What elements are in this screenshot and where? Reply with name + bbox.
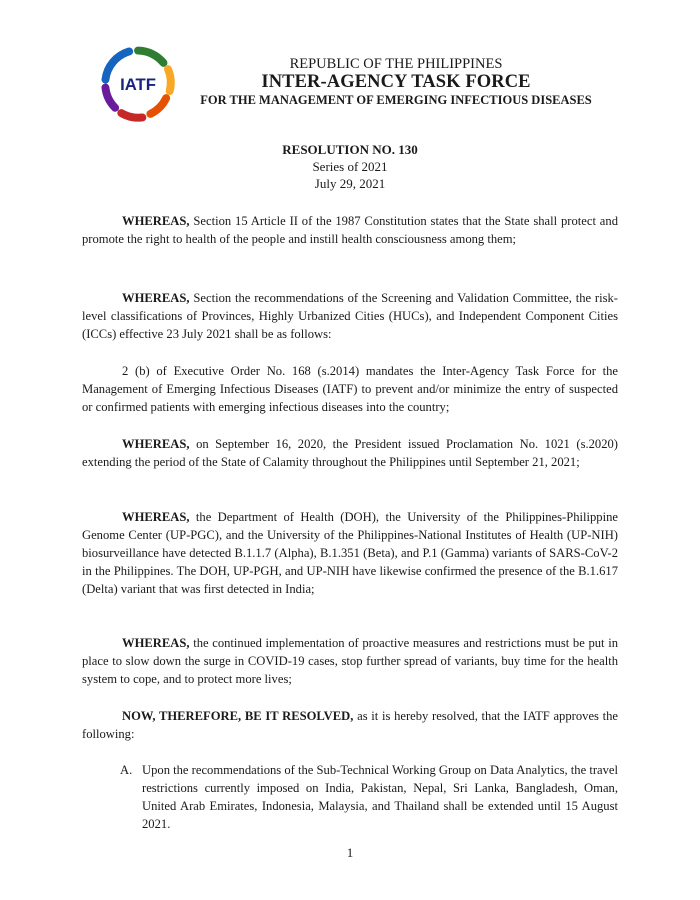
resolution-number: RESOLUTION NO. 130: [282, 142, 418, 157]
paragraph-lead: WHEREAS,: [122, 636, 190, 650]
resolution-date: July 29, 2021: [314, 176, 386, 191]
logo-text: IATF: [120, 75, 156, 95]
paragraph-text: the continued implementation of proactive measures and restrictions must be put in place to slow down the surge in COVID-19 cases, stop further spread of variants, buy time for the health system to cope, and to protect more lives;: [82, 636, 618, 686]
paragraph-text: 2 (b) of Executive Order No. 168 (s.2014) mandates the Inter-Agency Task Force for the Management of Emerging Infectious Diseases (IATF) to prevent and/or minimize the entry of suspected or confirmed patients with emerging infectious diseases into the country;: [82, 364, 618, 414]
list-item-text: Upon the recommendations of the Sub-Technical Working Group on Data Analytics, the travel restrictions currently imposed on India, Pakistan, Nepal, Sri Lanka, Bangladesh, Oman, United Arab Emirates, Indonesia, Malaysia, and Thailand shall be extended until 15 August 2021.: [142, 763, 618, 831]
list-item: [120, 761, 618, 833]
iatf-logo-icon: [94, 40, 182, 128]
paragraph-lead: WHEREAS,: [122, 291, 190, 305]
list-marker: A.: [120, 763, 133, 777]
paragraph: [82, 707, 618, 743]
paragraph: [82, 212, 618, 248]
paragraph-lead: WHEREAS,: [122, 214, 190, 228]
paragraph-text: the Department of Health (DOH), the University of the Philippines-Philippine Genome Center (UP-PGC), and the University of the Philippines-National Institutes of Health (UP-NIH) biosurveillance have detected B.1.1.7 (Alpha), B.1.351 (Beta), and P.1 (Gamma) variants of SARS-CoV-2 in the Philippines. The DOH, UP-PGH, and UP-NIH have likewise confirmed the presence of the B.1.617 (Delta) variant that was first detected in India;: [82, 510, 618, 596]
paragraph: [82, 634, 618, 688]
paragraph: [82, 289, 618, 343]
header-mandate: FOR THE MANAGEMENT OF EMERGING INFECTIOUS DISEASES: [200, 93, 592, 107]
header-country: REPUBLIC OF THE PHILIPPINES: [289, 56, 503, 72]
resolution-series: Series of 2021: [312, 159, 388, 174]
paragraph: [82, 362, 618, 416]
paragraph-lead: WHEREAS,: [122, 510, 190, 524]
paragraph-lead: WHEREAS,: [122, 437, 190, 451]
paragraph-text: on September 16, 2020, the President issued Proclamation No. 1021 (s.2020) extending the period of the State of Calamity throughout the Philippines until September 21, 2021;: [82, 437, 618, 469]
paragraph-lead: NOW, THEREFORE, BE IT RESOLVED,: [122, 709, 354, 723]
header-agency: INTER-AGENCY TASK FORCE: [261, 72, 531, 92]
paragraph-text: as it is hereby resolved, that the IATF approves the following:: [82, 709, 619, 741]
page-number: 1: [346, 845, 354, 860]
paragraph: [82, 508, 618, 598]
paragraph-text: Section 15 Article II of the 1987 Constitution states that the State shall protect and promote the right to health of the people and instill health consciousness among them;: [82, 214, 618, 246]
paragraph-text: Section the recommendations of the Screening and Validation Committee, the risk-level classifications of Provinces, Highly Urbanized Cities (HUCs), and Independent Component Cities (ICCs) effective 23 July 2021 shall be as follows:: [82, 291, 618, 341]
paragraph: [82, 435, 618, 471]
